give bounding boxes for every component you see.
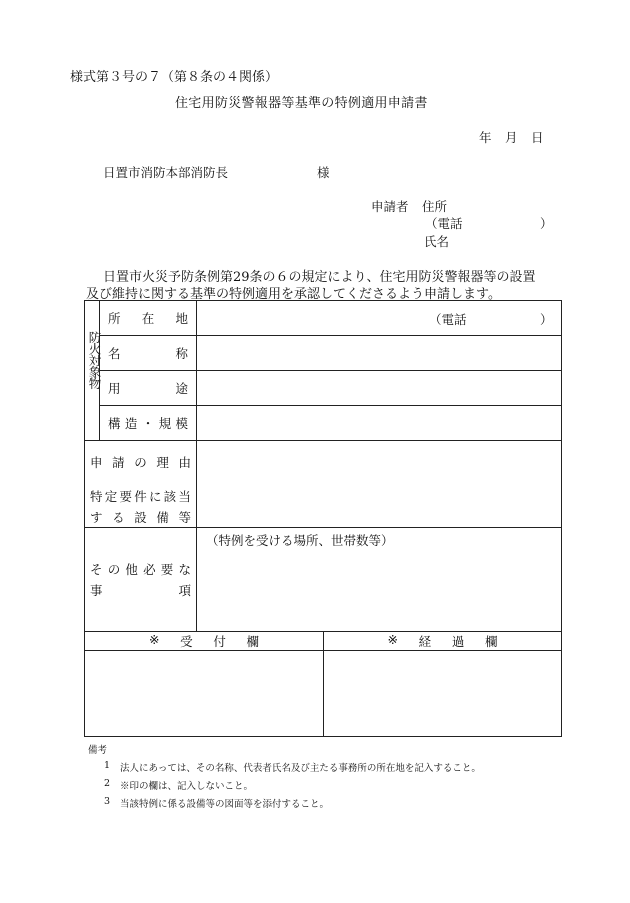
note-2-number: 2 bbox=[104, 778, 111, 789]
use-field[interactable] bbox=[197, 371, 562, 406]
location-label: 所 在 地 bbox=[108, 311, 188, 326]
applicant-address-label: 住所 bbox=[422, 199, 448, 214]
reception-label: ※ 受 付 欄 bbox=[149, 632, 259, 649]
equipment-label-line1: 特 定 要 件 に 該 当 bbox=[90, 489, 191, 504]
form-number: 様式第３号の７（第８条の４関係） bbox=[70, 70, 279, 85]
note-1-text: 法人にあっては、その名称、代表者氏名及び主たる事務所の所在地を記入すること。 bbox=[120, 763, 481, 774]
equipment-label-line2: す る 設 備 等 bbox=[90, 510, 191, 525]
date-day: 日 bbox=[531, 130, 544, 145]
structure-field[interactable] bbox=[197, 406, 562, 441]
location-label-cell bbox=[100, 301, 197, 336]
progress-header bbox=[324, 632, 562, 651]
name-label-cell bbox=[100, 336, 197, 371]
use-label: 用 途 bbox=[108, 381, 188, 396]
applicant-label: 申請者 bbox=[371, 199, 409, 214]
applicant-phone-open: （電話 bbox=[425, 216, 463, 231]
other-label-line1: そ の 他 必 要 な bbox=[90, 562, 191, 577]
progress-field bbox=[324, 651, 562, 737]
other-field[interactable] bbox=[197, 528, 562, 632]
reason-field[interactable] bbox=[197, 441, 562, 528]
location-field[interactable] bbox=[197, 301, 562, 336]
other-label-cell bbox=[85, 528, 197, 632]
form-title: 住宅用防災警報器等基準の特例適用申請書 bbox=[175, 96, 428, 111]
applicant-phone-close: ） bbox=[540, 216, 553, 231]
building-group-label: 防火対象物 bbox=[87, 331, 102, 389]
applicant-name-label: 氏名 bbox=[424, 234, 450, 249]
location-phone-open: （電話 bbox=[429, 312, 467, 327]
body-text-line1: 日置市火災予防条例第29条の６の規定により、住宅用防災警報器等の設置 bbox=[103, 270, 536, 285]
name-label: 名 称 bbox=[108, 346, 188, 361]
application-table bbox=[84, 300, 562, 737]
location-phone-close: ） bbox=[540, 312, 553, 327]
body-text-line2: 及び維持に関する基準の特例適用を承認してくださるよう申請します。 bbox=[86, 287, 501, 302]
notes-heading: 備考 bbox=[88, 745, 108, 756]
use-label-cell bbox=[100, 371, 197, 406]
addressee-name: 日置市消防本部消防長 bbox=[103, 165, 229, 180]
building-group-cell bbox=[85, 301, 100, 441]
date-year: 年 bbox=[479, 130, 492, 145]
structure-label-cell bbox=[100, 406, 197, 441]
reception-field bbox=[85, 651, 324, 737]
note-3-text: 当該特例に係る設備等の図面等を添付すること。 bbox=[120, 799, 330, 810]
reason-label: 申 請 の 理 由 bbox=[90, 455, 191, 470]
reception-header bbox=[85, 632, 324, 651]
other-hint: （特例を受ける場所、世帯数等） bbox=[206, 533, 394, 548]
structure-label: 構 造 ・ 規 模 bbox=[108, 416, 188, 431]
addressee-honorific: 様 bbox=[317, 165, 330, 180]
name-field[interactable] bbox=[197, 336, 562, 371]
note-1-number: 1 bbox=[104, 760, 111, 771]
reason-label-cell bbox=[85, 441, 197, 528]
progress-label: ※ 経 過 欄 bbox=[387, 632, 498, 649]
date-month: 月 bbox=[505, 130, 518, 145]
note-2-text: ※印の欄は、記入しないこと。 bbox=[120, 781, 254, 792]
note-3-number: 3 bbox=[104, 796, 111, 807]
other-label-line2: 事 項 bbox=[90, 583, 191, 598]
